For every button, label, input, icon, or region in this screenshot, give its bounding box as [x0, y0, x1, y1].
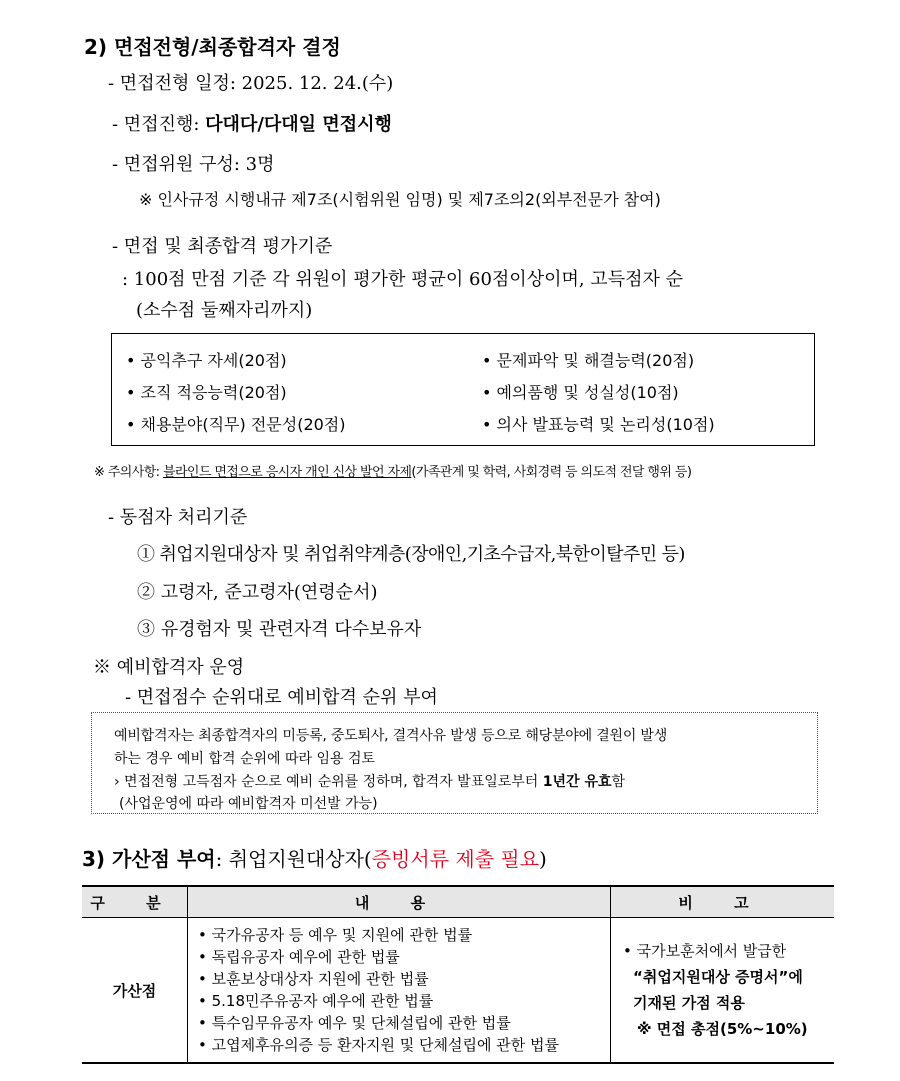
reserve-info-line — [114, 771, 625, 791]
section3-subject: : 취업지원대상자( — [215, 847, 372, 871]
section3-close-paren: ) — [539, 847, 547, 871]
remark-line: ※ 면접 총점(5%~10%) — [637, 1020, 808, 1038]
list-item: • 보훈보상대상자 지원에 관한 법률 — [198, 970, 429, 988]
table-row — [82, 918, 834, 1064]
section3-heading: 3) 가산점 부여 — [82, 847, 216, 871]
reserve-info-line: (사업운영에 따라 예비합격자 미선발 가능) — [119, 796, 378, 812]
header-content: 내 용 — [188, 886, 611, 918]
criteria-item: • 조직 적응능력(20점) — [126, 383, 287, 402]
criteria-item: • 문제파악 및 해결능력(20점) — [482, 351, 695, 370]
criteria-line-2: (소수점 둘째자리까지) — [136, 300, 313, 321]
remark-line: “취업지원대상 증명서”에 — [633, 968, 803, 986]
remark-line: • 국가보훈처에서 발급한 — [623, 942, 787, 960]
list-item: • 특수임무유공자 예우 및 단체설립에 관한 법률 — [198, 1014, 511, 1032]
row-label: 가산점 — [82, 918, 188, 1064]
list-item: • 5.18민주유공자 예우에 관한 법률 — [198, 992, 434, 1010]
bonus-points-table — [82, 885, 834, 1064]
interview-panel: - 면접위원 구성: 3명 — [112, 154, 275, 175]
criteria-item: • 공익추구 자세(20점) — [126, 351, 287, 370]
header-category: 구 분 — [82, 886, 188, 918]
interview-schedule: - 면접전형 일정: 2025. 12. 24.(수) — [108, 73, 394, 94]
header-remark: 비 고 — [611, 886, 835, 918]
reserve-title: ※ 예비합격자 운영 — [93, 657, 245, 678]
interview-progress-value: 다대다/다대일 면접시행 — [205, 114, 392, 135]
criteria-item: • 예의품행 및 성실성(10점) — [482, 383, 679, 402]
reserve-info-line: 예비합격자는 최종합격자의 미등록, 중도퇴사, 결격사유 발생 등으로 해당분야에 결원이 발생 — [114, 728, 668, 744]
criteria-item: • 의사 발표능력 및 논리성(10점) — [482, 415, 715, 434]
table-header-row — [82, 886, 834, 918]
section3-title — [82, 843, 547, 872]
tie-item: ③ 유경험자 및 관련자격 다수보유자 — [137, 619, 422, 640]
reserve-info-box — [91, 712, 818, 814]
caution-note — [94, 461, 691, 480]
remark-line: 기재된 가점 적용 — [633, 994, 745, 1012]
criteria-box — [111, 333, 815, 446]
criteria-line-1: : 100점 만점 기준 각 위원이 평가한 평균이 60점이상이며, 고득점자 순 — [122, 269, 683, 290]
section2-title: 2) 면접전형/최종합격자 결정 — [84, 35, 341, 59]
interview-progress — [112, 110, 392, 136]
list-item: • 국가유공자 등 예우 및 지원에 관한 법률 — [198, 926, 473, 944]
criteria-item: • 채용분야(직무) 전문성(20점) — [126, 415, 346, 434]
tie-item: ① 취업지원대상자 및 취업취약계층(장애인,기초수급자,북한이탈주민 등) — [137, 544, 685, 565]
panel-regulation-note: ※ 인사규정 시행내규 제7조(시험위원 임명) 및 제7조의2(외부전문가 참여) — [139, 190, 661, 209]
section3-required-docs: 증빙서류 제출 필요 — [371, 847, 540, 871]
reserve-info-line: 하는 경우 예비 합격 순위에 따라 임용 검토 — [114, 751, 376, 767]
list-item: • 고엽제후유의증 등 환자지원 및 단체설립에 관한 법률 — [198, 1036, 560, 1054]
tie-title: - 동점자 처리기준 — [108, 507, 248, 528]
interview-progress-label: - 면접진행: — [112, 114, 206, 135]
reserve-subtitle: - 면접점수 순위대로 예비합격 순위 부여 — [125, 687, 438, 708]
reserve-validity-text: › 면접전형 고득점자 순으로 예비 순위를 정하며, 합격자 발표일로부터 — [114, 774, 543, 790]
caution-label: ※ 주의사항: — [94, 465, 163, 480]
reserve-validity-period: 1년간 유효 — [542, 774, 612, 790]
caution-underlined: 블라인드 면접으로 응시자 개인 신상 발언 자제 — [162, 465, 412, 480]
reserve-validity-suffix: 함 — [611, 774, 626, 790]
tie-item: ② 고령자, 준고령자(연령순서) — [137, 582, 378, 603]
remark-cell — [611, 918, 835, 1064]
list-item: • 독립유공자 예우에 관한 법률 — [198, 948, 400, 966]
law-list — [188, 918, 611, 1064]
caution-detail: (가족관계 및 학력, 사회경력 등 의도적 전달 행위 등) — [411, 465, 692, 480]
criteria-title: - 면접 및 최종합격 평가기준 — [112, 236, 333, 257]
